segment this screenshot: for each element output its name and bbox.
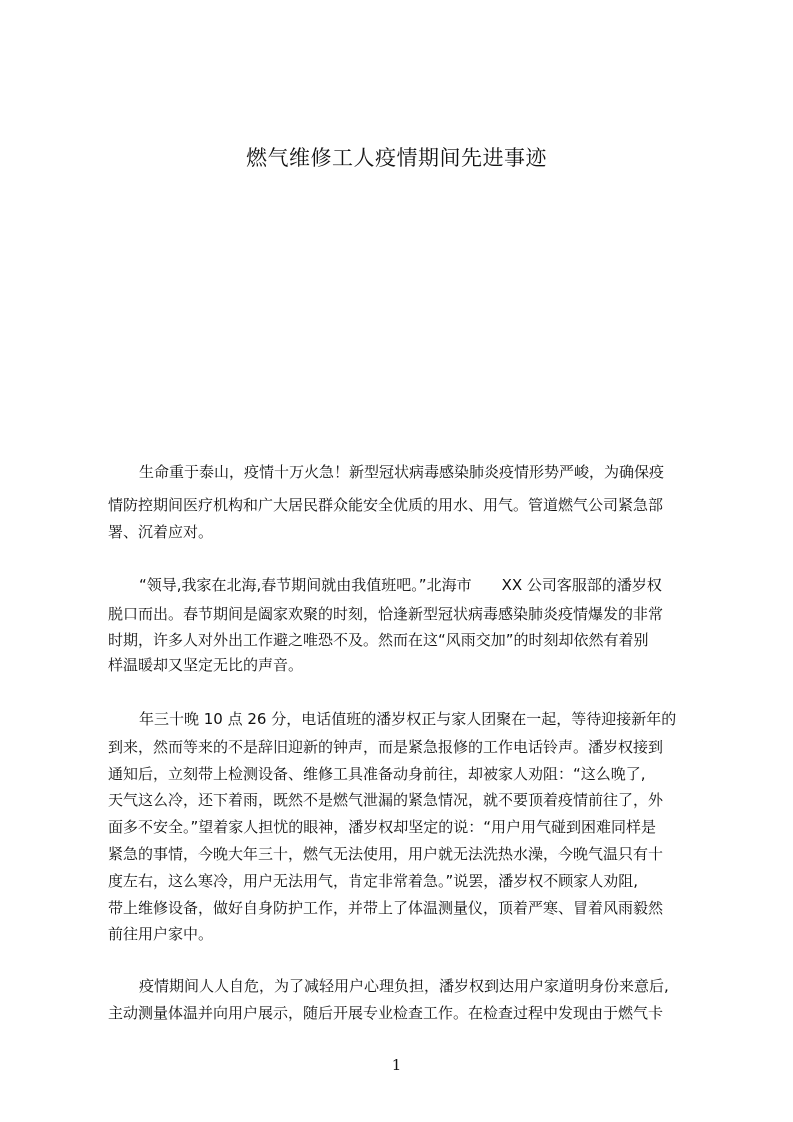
paragraph-line: 样温暖却又坚定无比的声音。 xyxy=(108,656,304,674)
paragraph-line: 脱口而出。春节期间是阖家欢聚的时刻，恰逢新型冠状病毒感染肺炎疫情爆发的非常 xyxy=(108,605,664,623)
paragraph-line: 生命重于泰山，疫情十万火急！新型冠状病毒感染肺炎疫情形势严峻，为确保疫 xyxy=(139,463,665,481)
paragraph-line: 通知后，立刻带上检测设备、维修工具准备动身前往，却被家人劝阻：“这么晚了, xyxy=(108,765,646,783)
paragraph-line: 天气这么冷，还下着雨，既然不是燃气泄漏的紧急情况，就不要顶着疫情前往了，外 xyxy=(108,791,664,809)
paragraph-line: 带上维修设备，做好自身防护工作，并带上了体温测量仪，顶着严寒、冒着风雨毅然 xyxy=(108,899,664,917)
paragraph-line: 署、沉着应对。 xyxy=(108,523,214,541)
paragraph-line: 紧急的事情，今晚大年三十，燃气无法使用，用户就无法洗热水澡，今晚气温只有十 xyxy=(108,845,664,863)
paragraph-line: 面多不安全。”望着家人担忧的眼神，潘岁权却坚定的说：“用户用气碰到困难同样是 xyxy=(108,818,657,836)
page-number: 1 xyxy=(391,1056,402,1074)
page-title: 燃气维修工人疫情期间先进事迹 xyxy=(246,146,547,170)
paragraph-line: 情防控期间医疗机构和广大居民群众能安全优质的用水、用气。管道燃气公司紧急部 xyxy=(108,496,664,514)
paragraph-line: 年三十晚 10 点 26 分，电话值班的潘岁权正与家人团聚在一起，等待迎接新年的 xyxy=(139,710,677,728)
paragraph-line: 到来，然而等来的不是辞旧迎新的钟声，而是紧急报修的工作电话铃声。潘岁权接到 xyxy=(108,738,664,756)
paragraph-line: 前往用户家中。 xyxy=(108,925,214,943)
paragraph-line: 主动测量体温并向用户展示，随后开展专业检查工作。在检查过程中发现由于燃气卡 xyxy=(108,1004,664,1022)
paragraph-line: 疫情期间人人自危，为了减轻用户心理负担，潘岁权到达用户家道明身份来意后, xyxy=(139,977,669,995)
paragraph-line: “领导,我家在北海,春节期间就由我值班吧。”北海市 XX 公司客服部的潘岁权 xyxy=(139,576,662,594)
paragraph-line: 度左右，这么寒冷，用户无法用气，肯定非常着急。”说罢，潘岁权不顾家人劝阻, xyxy=(108,872,639,890)
paragraph-line: 时期，许多人对外出工作避之唯恐不及。然而在这“风雨交加”的时刻却依然有着别 xyxy=(108,631,649,649)
